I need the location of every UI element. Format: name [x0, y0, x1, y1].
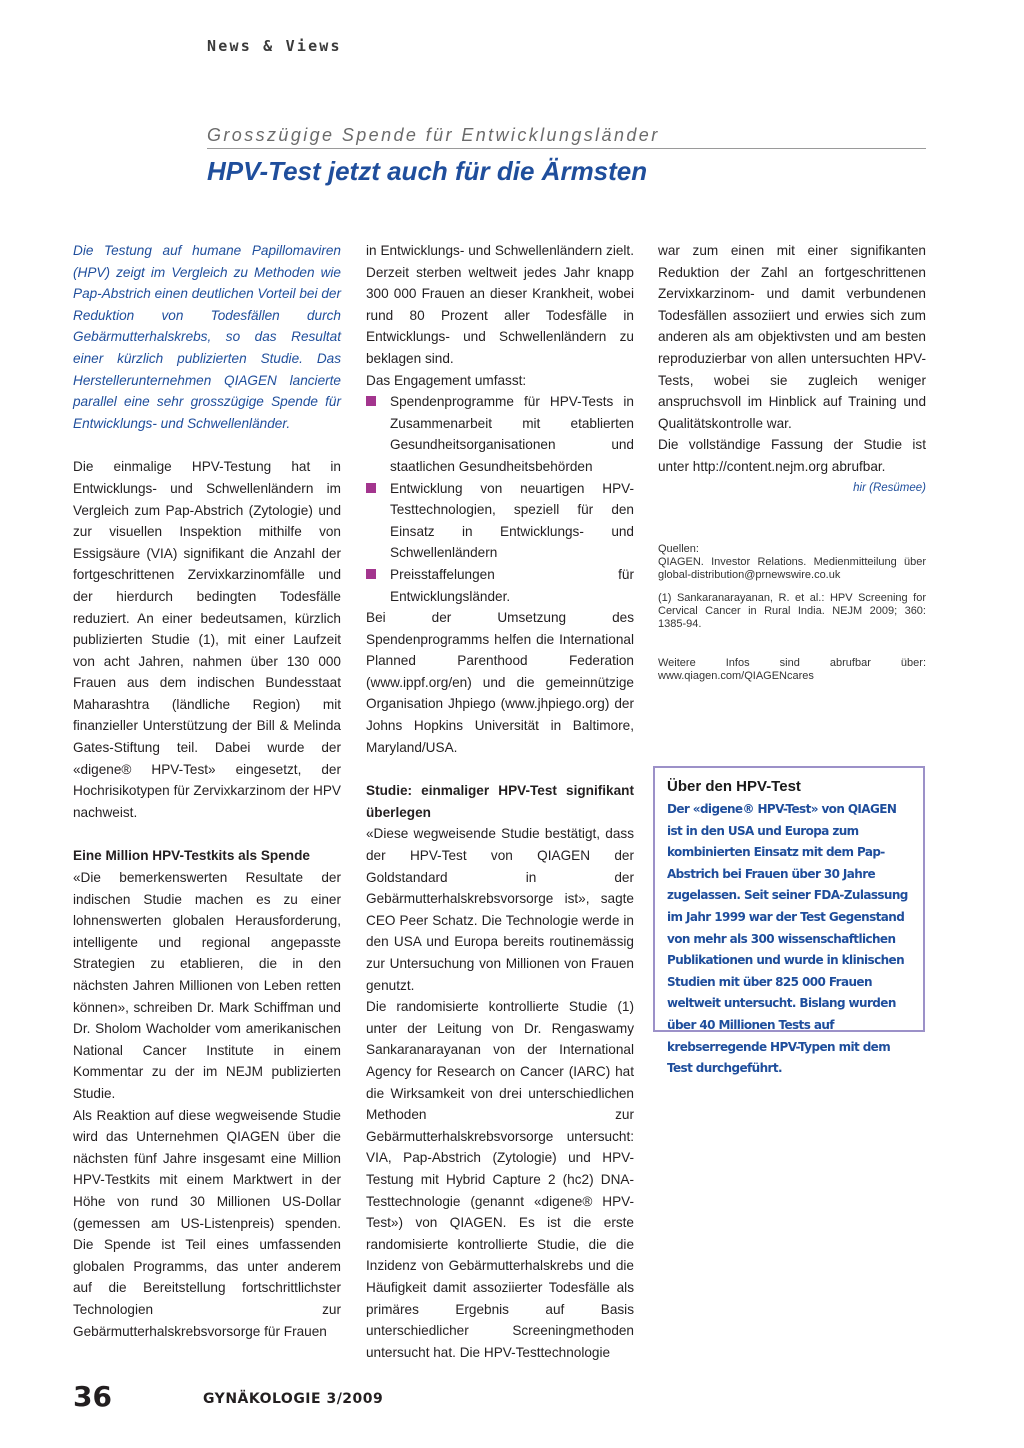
more-info: Weitere Infos sind abrufbar über: www.qiagen.com/QIAGENcares: [658, 657, 926, 683]
subheading: Studie: einmaliger HPV-Test signifikant überlegen: [366, 783, 634, 820]
body-paragraph: Die vollständige Fassung der Studie ist unter http://content.nejm.org abrufbar.: [658, 437, 926, 474]
page-number: 36: [73, 1380, 112, 1413]
body-paragraph: Bei der Umsetzung des Spendenprogramms helfen die International Planned Parenthood Federation (www.ippf.org/en) und die gemeinnützige Organisation Jhpiego (www.jhpiego.org) der Johns Hopkins Universität in Baltimore, Maryland/USA.: [366, 610, 634, 755]
article-kicker: Grosszügige Spende für Entwicklungsländer: [207, 125, 926, 149]
info-box: [653, 766, 925, 1076]
body-paragraph: «Die bemerkenswerten Resultate der indischen Studie machen es zu einer lohnenswerten globalen Herausforderung, intelligente und regional angepasste Strategien zu etablieren, die in den nächsten Jahren Millionen von Leben retten können», schreiben Dr. Mark Schiffman und Dr. Sholom Wacholder vom amerikanischen National Cancer Institute in einem Kommentar zu der im NEJM publizierten Studie.: [73, 870, 341, 1101]
sources-block: [658, 543, 926, 683]
body-paragraph: Das Engagement umfasst:: [366, 372, 527, 388]
info-box-body: Der «digene® HPV-Test» von QIAGEN ist in den USA und Europa zum kombinierten Einsatz mit dem Pap-Abstrich bei Frauen über 30 Jahre zugelassen. Seit seiner FDA-Zulassung im Jahr 1999 war der Test Gegenstand von mehr als 300 wissenschaftlichen Publikationen und wurde in klinischen Studien mit über 825 000 Frauen weltweit untersucht. Bislang wurden über 40 Millionen Tests auf krebserregende HPV-Typen mit dem Test durchgeführt.: [667, 802, 908, 1076]
body-paragraph: in Entwicklungs- und Schwellenländern zielt. Derzeit sterben weltweit jedes Jahr knapp 300 000 Frauen an dieser Krankheit, wobei rund 80 Prozent aller Todesfälle in Entwicklungs- und Schwellenländern zu beklagen sind.: [366, 243, 634, 366]
intro-paragraph: Die Testung auf humane Papillomaviren (HPV) zeigt im Vergleich zu Methoden wie Pap-Abstrich einen deutlichen Vorteil bei der Reduktion von Todesfällen durch Gebärmutterhalskrebs, so das Resultat einer kürzlich publizierten Studie. Das Herstellerunternehmen QIAGEN lancierte parallel eine sehr grosszügige Spende für Entwicklungs- und Schwellenländer.: [73, 243, 341, 431]
source-item: QIAGEN. Investor Relations. Medienmitteilung über global-distribution@prnewswire.co.uk: [658, 556, 926, 582]
column-2: [366, 240, 634, 1363]
body-paragraph: Die randomisierte kontrollierte Studie (1) unter der Leitung von Dr. Rengaswamy Sankaranarayanan von der International Agency for Research on Cancer (IARC) hat die Wirksamkeit von drei unterschiedlichen Methoden zur Gebärmutterhalskrebsvorsorge untersucht: VIA, Pap-Abstrich (Zytologie) und HPV-Testung mit Hybrid Capture 2 (hc2) DNA-Testtechnologie (genannt «digene® HPV-Test») von QIAGEN. Es ist die erste randomisierte kontrollierte Studie, die die Inzidenz von Gebärmutterhalskrebs und die Häufigkeit damit assoziierter Todesfälle als primäres Ergebnis auf Basis unterschiedlicher Screeningmethoden untersucht hat. Die HPV-Testtechnologie: [366, 999, 634, 1360]
source-item: (1) Sankaranarayanan, R. et al.: HPV Screening for Cervical Cancer in Rural India. NEJM 2009; 360: 1385-94.: [658, 592, 926, 631]
body-paragraph: Als Reaktion auf diese wegweisende Studie wird das Unternehmen QIAGEN über die nächsten fünf Jahre insgesamt eine Million HPV-Testkits mit einem Marktwert in der Höhe von rund 30 Millionen US-Dollar (gemessen am US-Listenpreis) spenden. Die Spende ist Teil eines umfassenden globalen Programms, das unter anderem auf die Bereitstellung fortschrittlichster Technologien zur Gebärmutterhalskrebsvorsorge für Frauen: [73, 1107, 341, 1339]
column-3: [658, 240, 926, 683]
bullet-item: Spendenprogramme für HPV-Tests in Zusammenarbeit mit etablierten Gesundheitsorganisationen und staatlichen Gesundheitsbehörden: [366, 391, 634, 477]
subheading: Eine Million HPV-Testkits als Spende: [73, 848, 310, 864]
body-paragraph: war zum einen mit einer signifikanten Reduktion der Zahl an fortgeschrittenen Zervixkarzinom- und damit verbundenen Todesfällen assoziiert und erwies sich zum anderen als am objektivsten und am besten reproduzierbar von allen untersuchten HPV-Tests, wobei sie zugleich weniger anspruchsvoll im Hinblick auf Training und Qualitätskontrolle war.: [658, 243, 926, 431]
column-1: [73, 240, 341, 1342]
body-paragraph: Die einmalige HPV-Testung hat in Entwicklungs- und Schwellenländern im Vergleich zum Pap-Abstrich (Zytologie) und zur visuellen Inspektion mithilfe von Essigsäure (VIA) signifikant die Anzahl der fortgeschrittenen Zervixkarzinomfälle und der hierdurch bedingten Todesfälle reduziert. An einer bedeutsamen, kürzlich publizierten Studie (1), mit einer Laufzeit von acht Jahren, nahmen über 130 000 Frauen aus dem indischen Bundesstaat Maharashtra (ländliche Region) mit finanzieller Unterstützung der Bill & Melinda Gates-Stiftung teil. Dabei wurde der «digene® HPV-Test» eingesetzt, der Hochrisikotypen für Zervixkarzinom der HPV nachweist.: [73, 459, 341, 820]
info-box-title: Über den HPV-Test: [667, 778, 801, 795]
bullet-item: Preisstaffelungen für Entwicklungsländer.: [366, 564, 634, 607]
article-headline: HPV-Test jetzt auch für die Ärmsten: [207, 156, 648, 186]
bullet-item: Entwicklung von neuartigen HPV-Testtechnologien, speziell für den Einsatz in Entwicklungs- und Schwellenländern: [366, 478, 634, 564]
sources-label: Quellen:: [658, 543, 699, 556]
section-label: News & Views: [207, 37, 342, 55]
bullet-list: [366, 391, 634, 607]
body-paragraph: «Diese wegweisende Studie bestätigt, dass der HPV-Test von QIAGEN der Goldstandard in der Gebärmutterhalskrebsvorsorge ist», sagte CEO Peer Schatz. Die Technologie werde in den USA und Europa bereits routinemässig zur Untersuchung von Millionen von Frauen genutzt.: [366, 826, 634, 993]
author-signature: hir (Resümee): [853, 481, 926, 494]
journal-issue: GYNÄKOLOGIE 3/2009: [203, 1391, 384, 1407]
